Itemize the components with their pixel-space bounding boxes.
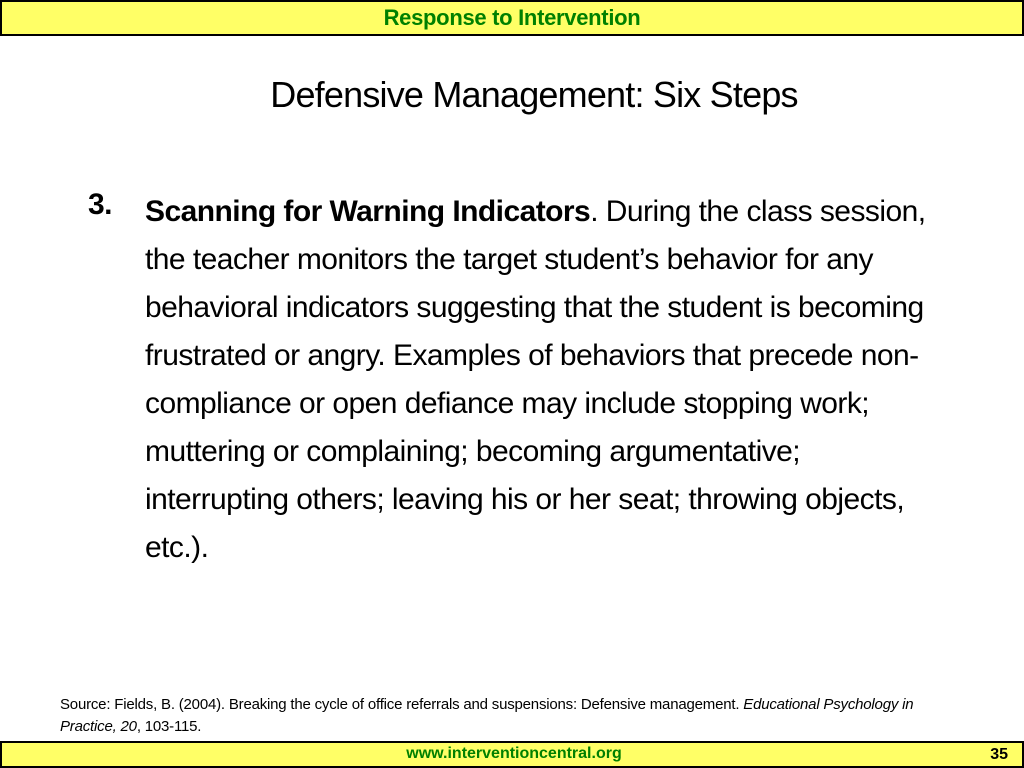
citation-pages: , 103-115. (136, 718, 202, 735)
citation-journal: Educational Psychology in Practice, 20 (60, 696, 914, 735)
page-number: 35 (990, 746, 1008, 763)
citation-text: Source: Fields, B. (2004). Breaking the cycle of office referrals and suspensions: Defensive management. (60, 696, 744, 713)
step-item (88, 188, 948, 572)
step-number: 3. (88, 188, 113, 221)
footer-banner (0, 741, 1024, 768)
slide-title: Defensive Management: Six Steps (270, 74, 798, 115)
source-citation (60, 694, 960, 738)
step-heading: Scanning for Warning Indicators (145, 195, 591, 228)
step-description: . During the class session, the teacher monitors the target student’s behavior for any behavioral indicators suggesting that the student is becoming frustrated or angry. Examples of behaviors that precede non-compliance or open defiance may include stopping work; muttering or complaining; becoming argumentative; interrupting others; leaving his or her seat; throwing objects, etc.). (145, 195, 926, 564)
header-banner-text: Response to Intervention (383, 5, 641, 30)
step-body (145, 188, 948, 572)
footer-url[interactable]: www.interventioncentral.org (406, 745, 622, 762)
header-banner (0, 0, 1024, 36)
